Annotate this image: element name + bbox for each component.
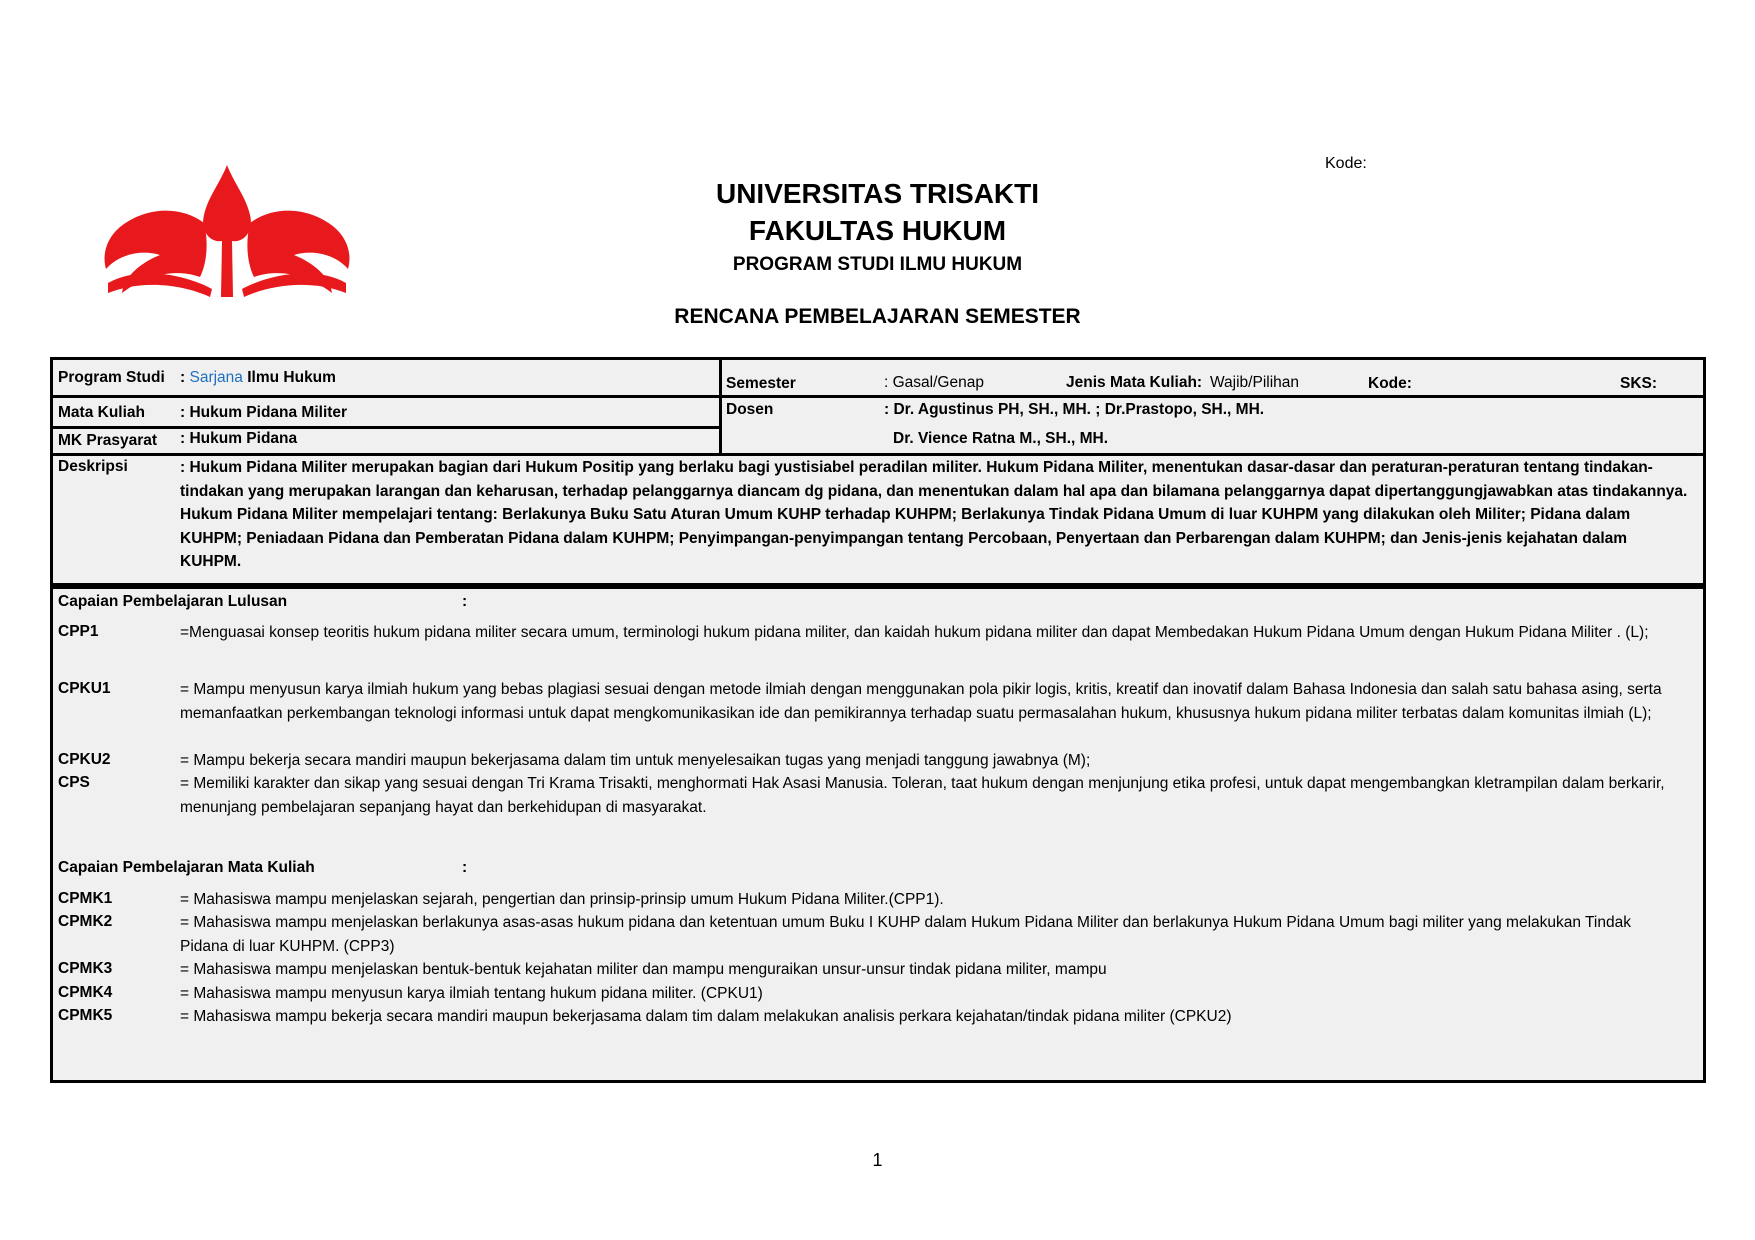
kode-label: Kode: [1368, 375, 1412, 392]
dosen-label: Dosen [726, 401, 774, 418]
cpmk-code: CPMK1 [58, 890, 113, 907]
deskripsi-text: : Hukum Pidana Militer merupakan bagian dari Hukum Positip yang berlaku bagi yustisiabel peradilan militer. Hukum Pidana Militer, menentukan dasar-dasar dan peraturan-peraturan tentang tindakan-tindakan yang merupakan larangan dan keharusan, terhadap pelanggarnya diancam dg pidana, dan menentukan dalam hal apa dan bilamana pelanggarnya dapat dipertanggungjawabkan atas tindakannya. Hukum Pidana Militer mempelajari tentang: Berlakunya Buku Satu Aturan Umum KUHP terhadap KUHPM; Berlakunya Tindak Pidana Umum di luar KUHPM yang dilakukan oleh Militer; Pidana dalam KUHPM; Peniadaan Pidana dan Pemberatan Pidana dalam KUHPM; Penyimpangan-penyimpangan tentang Percobaan, Penyertaan dan Perbarengan dalam KUHPM; dan Jenis-jenis kejahatan dalam KUHPM. [180, 459, 1688, 570]
divider [50, 426, 722, 429]
cpl-code: CPKU2 [58, 751, 111, 768]
mk-prasyarat-label: MK Prasyarat [58, 432, 158, 449]
deskripsi-label: Deskripsi [58, 458, 128, 475]
cpmk-code: CPMK3 [58, 960, 113, 977]
cpl-code: CPS [58, 774, 90, 791]
mk-prasyarat-value: : Hukum Pidana [180, 430, 298, 447]
cpmk-code: CPMK2 [58, 913, 113, 930]
program-studi-value-b: Ilmu Hukum [247, 369, 336, 386]
document-title: RENCANA PEMBELAJARAN SEMESTER [674, 305, 1081, 328]
faculty-title: FAKULTAS HUKUM [748, 215, 1007, 246]
program-title: PROGRAM STUDI ILMU HUKUM [732, 254, 1023, 275]
cpmk-code: CPMK4 [58, 984, 113, 1001]
cpl-text: =Menguasai konsep teoritis hukum pidana militer secara umum, terminologi hukum pidana militer, dan kaidah hukum pidana militer dan dapat Membedakan Hukum Pidana Umum dengan Hukum Pidana Militer . (L); [180, 624, 1649, 641]
cpl-code: CPKU1 [58, 680, 111, 697]
cpl-text: = Mampu bekerja secara mandiri maupun bekerjasama dalam tim untuk menyelesaikan tugas yang menjadi tanggung jawabnya (M); [180, 752, 1091, 769]
program-studi-colon: : [180, 369, 186, 386]
page-number: 1 [872, 1150, 883, 1170]
program-studi-value [180, 369, 336, 387]
kode-top-label: Kode: [1325, 155, 1367, 172]
cpmk-text: = Mahasiswa mampu menjelaskan berlakunya asas-asas hukum pidana dan ketentuan umum Buku I KUHP dalam Hukum Pidana Militer dan berlakunya Hukum Pidana Umum bagi militer yang melakukan Tindak Pidana di luar KUHPM. (CPP3) [180, 914, 1631, 955]
cpmk-title: Capaian Pembelajaran Mata Kuliah [58, 859, 315, 876]
cpmk-text: = Mahasiswa mampu bekerja secara mandiri maupun bekerjasama dalam tim dalam melakukan analisis perkara kejahatan/tindak pidana militer (CPKU2) [180, 1008, 1232, 1025]
divider [719, 357, 722, 456]
divider [50, 395, 1706, 398]
cpl-text: = Memiliki karakter dan sikap yang sesuai dengan Tri Krama Trisakti, menghormati Hak Asasi Manusia. Toleran, taat hukum dengan menjunjung etika profesi, untuk dapat mengembangkan kletrampilan dalam berkarir, menunjang pembelajaran sepanjang hayat dan berkehidupan di masyarakat. [180, 775, 1665, 816]
cpl-text: = Mampu menyusun karya ilmiah hukum yang bebas plagiasi sesuai dengan metode ilmiah dengan menggunakan pola pikir logis, kritis, kreatif dan inovatif dalam Bahasa Indonesia dan salah satu bahasa asing, serta memanfaatkan perkembangan teknologi informasi untuk dapat mengkomunikasikan ide dan pemikirannya terhadap suatu permasalahan hukum, khususnya hukum pidana militer terbatas dalam komunitas ilmiah (L); [180, 681, 1662, 722]
university-title: UNIVERSITAS TRISAKTI [715, 178, 1040, 209]
mata-kuliah-label: Mata Kuliah [58, 404, 145, 421]
dosen-value-2: Dr. Vience Ratna M., SH., MH. [893, 430, 1109, 447]
cpl-title: Capaian Pembelajaran Lulusan [58, 593, 288, 610]
cpmk-colon: : [462, 859, 468, 876]
cpl-colon: : [462, 593, 468, 610]
sks-label: SKS: [1620, 375, 1658, 392]
program-studi-label: Program Studi [58, 369, 165, 386]
cpmk-text: = Mahasiswa mampu menjelaskan sejarah, pengertian dan prinsip-prinsip umum Hukum Pidana Militer.(CPP1). [180, 891, 944, 908]
semester-label: Semester [726, 375, 796, 392]
dosen-value-1: : Dr. Agustinus PH, SH., MH. ; Dr.Prastopo, SH., MH. [884, 401, 1265, 418]
cpmk-code: CPMK5 [58, 1007, 113, 1024]
program-studi-value-a: Sarjana [189, 369, 243, 386]
jenis-mata-kuliah-label: Jenis Mata Kuliah: [1066, 374, 1203, 391]
mata-kuliah-value: : Hukum Pidana Militer [180, 404, 348, 421]
cpl-code: CPP1 [58, 623, 99, 640]
cpmk-text: = Mahasiswa mampu menjelaskan bentuk-bentuk kejahatan militer dan mampu menguraikan unsur-unsur tindak pidana militer, mampu [180, 961, 1107, 978]
jenis-mata-kuliah-value: Wajib/Pilihan [1210, 374, 1300, 391]
cpmk-text: = Mahasiswa mampu menyusun karya ilmiah tentang hukum pidana militer. (CPKU1) [180, 985, 763, 1002]
semester-value: : Gasal/Genap [884, 374, 984, 391]
